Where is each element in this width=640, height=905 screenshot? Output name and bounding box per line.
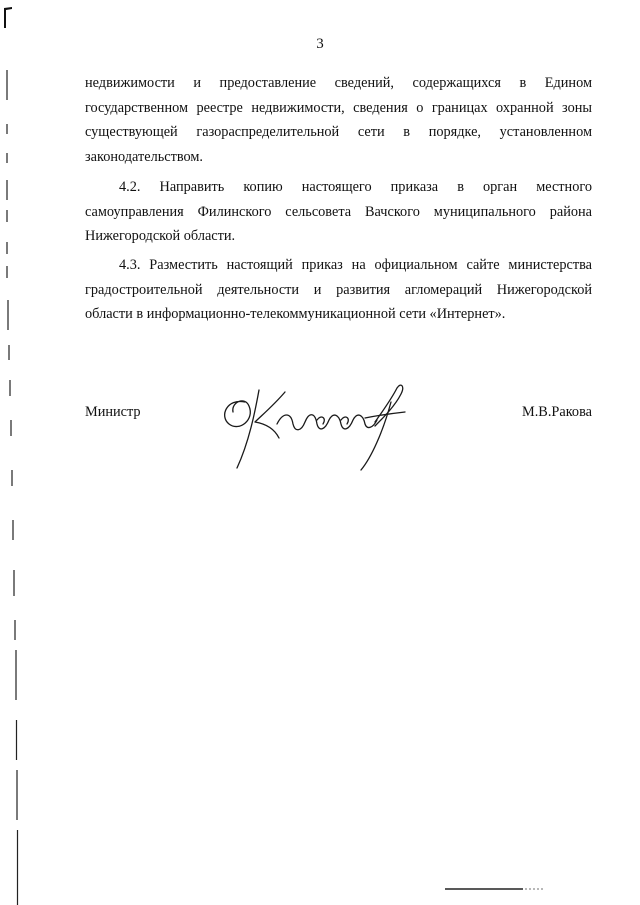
paragraph-line: самоуправления Филинского сельсовета Вачского муниципального района [85,203,592,220]
paragraph-line: области в информационно-телекоммуникационной сети «Интернет». [85,306,506,323]
signatory-name: М.В.Ракова [522,404,592,420]
footer-line [445,886,545,892]
corner-mark [2,6,14,30]
paragraph-line: государственном реестре недвижимости, сведения о границах охранной зоны [85,99,592,116]
paragraph-line: 4.3. Разместить настоящий приказ на официальном сайте министерства [119,257,592,273]
paragraph-line: градостроительной деятельности и развития агломераций Нижегородской [85,281,592,298]
paragraph-line: 4.2. Направить копию настоящего приказа в орган местного [119,179,592,195]
scan-edge-marks [0,0,30,905]
paragraph-4-3 [85,253,592,327]
paragraph-line: законодательством. [85,148,203,165]
paragraph-line: существующей газораспределительной сети в порядке, установленном [85,124,592,141]
page-number: 3 [316,36,324,52]
paragraph-line: Нижегородской области. [85,228,236,245]
paragraph-4-2 [85,175,592,249]
paragraph-line: недвижимости и предоставление сведений, содержащихся в Едином [85,75,592,91]
signatory-title: Министр [85,404,141,420]
handwritten-signature [215,372,415,482]
paragraph-continuation [85,71,592,169]
